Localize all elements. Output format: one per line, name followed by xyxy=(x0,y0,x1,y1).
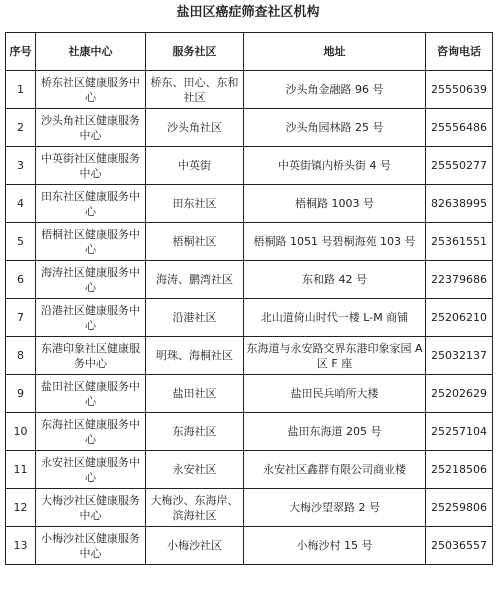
cell-phone: 25032137 xyxy=(426,337,493,375)
cell-address: 北山道倚山时代一楼 L-M 商铺 xyxy=(244,299,426,337)
cell-address: 梧桐路 1051 号碧桐海苑 103 号 xyxy=(244,223,426,261)
cell-phone: 25259806 xyxy=(426,489,493,527)
cell-phone: 25550277 xyxy=(426,147,493,185)
cell-address: 盐田民兵哨所大楼 xyxy=(244,375,426,413)
header-address: 地址 xyxy=(244,33,426,71)
cell-address: 沙头角园林路 25 号 xyxy=(244,109,426,147)
cell-no: 10 xyxy=(6,413,36,451)
cell-center: 沙头角社区健康服务中心 xyxy=(36,109,146,147)
table-row xyxy=(6,299,493,337)
cell-center: 沿港社区健康服务中心 xyxy=(36,299,146,337)
table-row xyxy=(6,337,493,375)
clinic-table xyxy=(5,32,493,565)
cell-area: 桥东、田心、东和社区 xyxy=(146,71,244,109)
table-row xyxy=(6,375,493,413)
table-row xyxy=(6,527,493,565)
header-center: 社康中心 xyxy=(36,33,146,71)
cell-center: 大梅沙社区健康服务中心 xyxy=(36,489,146,527)
cell-phone: 82638995 xyxy=(426,185,493,223)
cell-address: 沙头角金融路 96 号 xyxy=(244,71,426,109)
cell-phone: 25202629 xyxy=(426,375,493,413)
cell-area: 小梅沙社区 xyxy=(146,527,244,565)
cell-address: 梧桐路 1003 号 xyxy=(244,185,426,223)
cell-no: 6 xyxy=(6,261,36,299)
cell-phone: 25556486 xyxy=(426,109,493,147)
cell-no: 4 xyxy=(6,185,36,223)
cell-address: 中英街镇内桥头街 4 号 xyxy=(244,147,426,185)
table-row xyxy=(6,185,493,223)
table-row xyxy=(6,261,493,299)
header-phone: 咨询电话 xyxy=(426,33,493,71)
cell-center: 东港印象社区健康服务中心 xyxy=(36,337,146,375)
table-row xyxy=(6,223,493,261)
header-area: 服务社区 xyxy=(146,33,244,71)
cell-center: 梧桐社区健康服务中心 xyxy=(36,223,146,261)
cell-phone: 25206210 xyxy=(426,299,493,337)
cell-address: 东海道与永安路交界东港印象家园 A 区 F 座 xyxy=(244,337,426,375)
cell-center: 海涛社区健康服务中心 xyxy=(36,261,146,299)
cell-center: 桥东社区健康服务中心 xyxy=(36,71,146,109)
cell-no: 9 xyxy=(6,375,36,413)
cell-no: 3 xyxy=(6,147,36,185)
cell-phone: 25550639 xyxy=(426,71,493,109)
cell-center: 东海社区健康服务中心 xyxy=(36,413,146,451)
cell-area: 田东社区 xyxy=(146,185,244,223)
cell-area: 永安社区 xyxy=(146,451,244,489)
cell-center: 小梅沙社区健康服务中心 xyxy=(36,527,146,565)
cell-no: 2 xyxy=(6,109,36,147)
cell-area: 东海社区 xyxy=(146,413,244,451)
cell-center: 永安社区健康服务中心 xyxy=(36,451,146,489)
table-row xyxy=(6,451,493,489)
cell-area: 沙头角社区 xyxy=(146,109,244,147)
table-row xyxy=(6,147,493,185)
cell-center: 田东社区健康服务中心 xyxy=(36,185,146,223)
table-row xyxy=(6,109,493,147)
table-row xyxy=(6,71,493,109)
cell-phone: 22379686 xyxy=(426,261,493,299)
cell-address: 大梅沙望翠路 2 号 xyxy=(244,489,426,527)
table-header-row xyxy=(6,33,493,71)
cell-no: 1 xyxy=(6,71,36,109)
cell-area: 大梅沙、东海岸、滨海社区 xyxy=(146,489,244,527)
table-row xyxy=(6,413,493,451)
cell-no: 11 xyxy=(6,451,36,489)
cell-no: 5 xyxy=(6,223,36,261)
cell-area: 中英街 xyxy=(146,147,244,185)
cell-area: 沿港社区 xyxy=(146,299,244,337)
cell-address: 盐田东海道 205 号 xyxy=(244,413,426,451)
cell-phone: 25036557 xyxy=(426,527,493,565)
cell-no: 12 xyxy=(6,489,36,527)
header-no: 序号 xyxy=(6,33,36,71)
cell-area: 明珠、海桐社区 xyxy=(146,337,244,375)
cell-address: 东和路 42 号 xyxy=(244,261,426,299)
cell-phone: 25257104 xyxy=(426,413,493,451)
cell-no: 13 xyxy=(6,527,36,565)
cell-phone: 25361551 xyxy=(426,223,493,261)
cell-center: 盐田社区健康服务中心 xyxy=(36,375,146,413)
table-row xyxy=(6,489,493,527)
cell-area: 海涛、鹏湾社区 xyxy=(146,261,244,299)
cell-address: 小梅沙村 15 号 xyxy=(244,527,426,565)
cell-center: 中英街社区健康服务中心 xyxy=(36,147,146,185)
cell-area: 盐田社区 xyxy=(146,375,244,413)
cell-phone: 25218506 xyxy=(426,451,493,489)
cell-no: 8 xyxy=(6,337,36,375)
cell-area: 梧桐社区 xyxy=(146,223,244,261)
page-title: 盐田区癌症筛查社区机构 xyxy=(176,5,320,20)
cell-address: 永安社区鑫群有限公司商业楼 xyxy=(244,451,426,489)
cell-no: 7 xyxy=(6,299,36,337)
